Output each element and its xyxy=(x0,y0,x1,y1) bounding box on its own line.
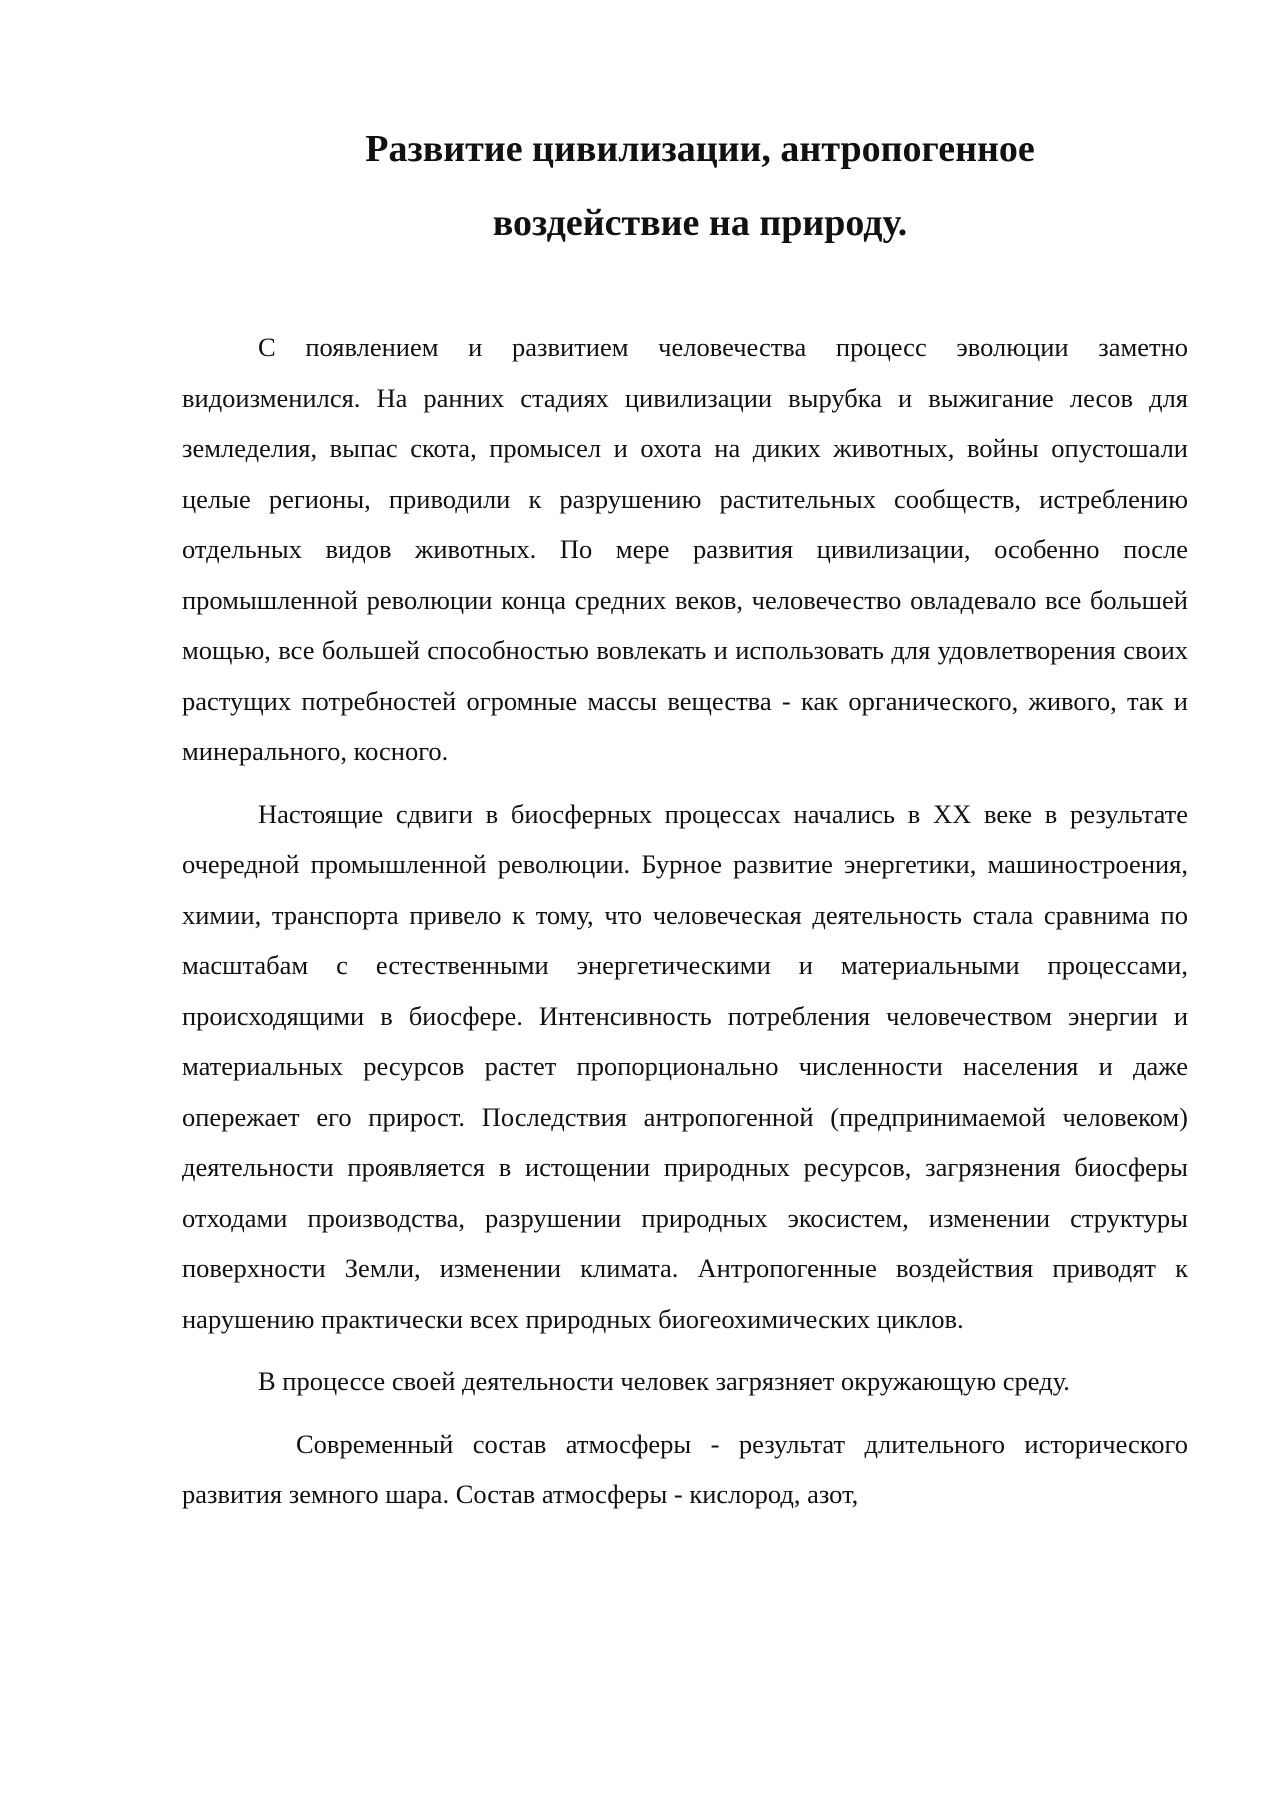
paragraph-twentieth-century: Настоящие сдвиги в биосферных процессах начались в XX веке в результате очередной промышленной революции. Бурное развитие энергетики, машиностроения, химии, транспорта привело к тому, что человеческая деятельность стала сравнима по масштабам с естественными энергетическими и материальными процессами, происходящими в биосфере. Интенсивность потребления человечеством энергии и материальных ресурсов растет пропорционально численности населения и даже опережает его прирост. Последствия антропогенной (предпринимаемой человеком) деятельности проявляется в истощении природных ресурсов, загрязнения биосферы отходами производства, разрушении природных экосистем, изменении структуры поверхности Земли, изменении климата. Антропогенные воздействия приводят к нарушению практически всех природных биогеохимических циклов. xyxy=(182,798,1188,1334)
document-title: Развитие цивилизации, антропогенное воздействие на природу. xyxy=(365,128,1035,244)
paragraph-atmosphere: Современный состав атмосферы - результат длительного исторического развития земного шара. Состав атмосферы - кислород, азот, xyxy=(182,1428,1188,1509)
paragraph-pollution: В процессе своей деятельности человек загрязняет окружающую среду. xyxy=(258,1366,1070,1396)
paragraph-evolution: С появлением и развитием человечества процесс эволюции заметно видоизменился. На ранних стадиях цивилизации вырубка и выжигание лесов для земледелия, выпас скота, промысел и охота на диких животных, войны опустошали целые регионы, приводили к разрушению растительных сообществ, истреблению отдельных видов животных. По мере развития цивилизации, особенно после промышленной революции конца средних веков, человечество овладевало все большей мощью, все большей способностью вовлекать и использовать для удовлетворения своих растущих потребностей огромные массы вещества - как органического, живого, так и минерального, косного. xyxy=(182,332,1188,766)
document-body xyxy=(182,322,1188,1532)
